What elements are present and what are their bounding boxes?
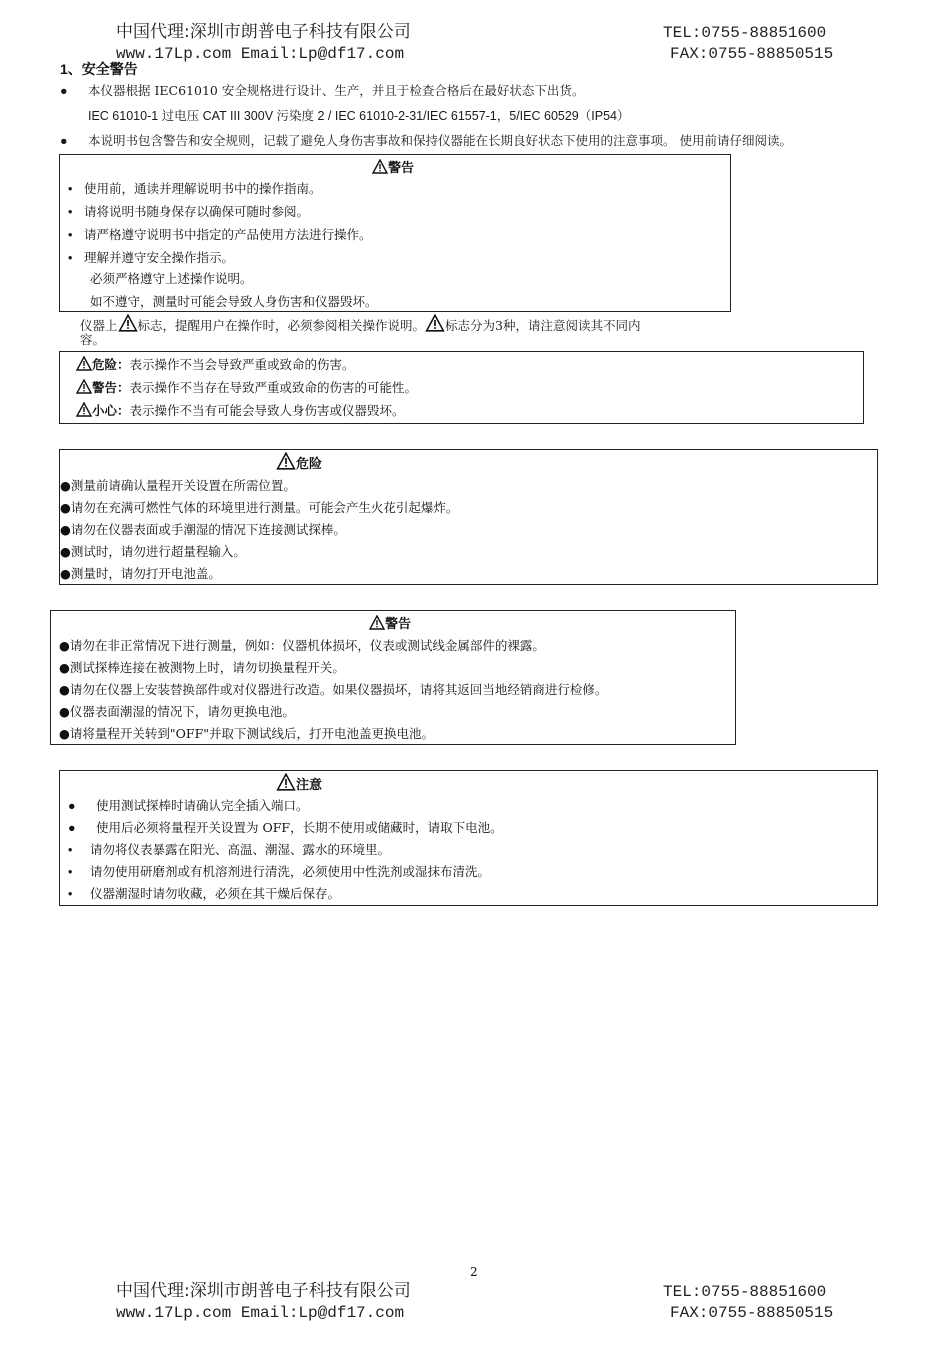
bullet-icon: • <box>68 887 73 901</box>
symbol-note-line-2: 容。 <box>80 332 106 347</box>
header-company: 中国代理:深圳市朗普电子科技有限公司 <box>116 22 411 42</box>
caution-box <box>59 770 878 906</box>
list-item: • 请将说明书随身保存以确保可随时参阅。 <box>68 204 310 219</box>
list-item: ●测试探棒连接在被测物上时，请勿切换量程开关。 <box>59 660 345 675</box>
list-item: ●请勿在非正常情况下进行测量，例如：仪器机体损坏，仪表或测试线金属部件的裸露。 <box>59 638 545 653</box>
footer-fax: FAX:0755-88850515 <box>670 1304 834 1322</box>
list-item: ●测量前请确认量程开关设置在所需位置。 <box>60 478 296 493</box>
list-item: ●请勿在仪器表面或手潮湿的情况下连接测试探棒。 <box>60 522 346 537</box>
warning-box-title: 警告 <box>369 613 411 632</box>
list-item: ●请勿在仪器上安装替换部件或对仪器进行改造。如果仪器损坏，请将其返回当地经销商进行检修。 <box>59 682 608 697</box>
footer-company: 中国代理:深圳市朗普电子科技有限公司 <box>116 1281 411 1301</box>
warning-box-title: 警告 <box>372 157 414 176</box>
intro-line-1: ● 本仪器根据 IEC61010 安全规格进行设计、生产，并且于检查合格后在最好状态下出货。 <box>60 83 585 98</box>
definition-row-caution: 小心：表示操作不当有可能会导致人身伤害或仪器毁坏。 <box>76 402 405 419</box>
bullet-icon: ● <box>68 821 76 835</box>
warning-triangle-icon <box>276 773 296 791</box>
list-item: ●测量时，请勿打开电池盖。 <box>60 566 221 581</box>
warning-triangle-icon <box>76 379 92 394</box>
caution-box-title: 注意 <box>276 773 322 793</box>
header-fax: FAX:0755-88850515 <box>670 45 834 63</box>
page-number: 2 <box>470 1265 478 1279</box>
bullet-icon: • <box>68 865 73 879</box>
list-item: • 请勿将仪表暴露在阳光、高温、潮湿、露水的环境里。 <box>68 842 391 857</box>
warning-box-general <box>59 154 731 312</box>
intro-line-3: ● 本说明书包含警告和安全规则，记载了避免人身伤害事故和保持仪器能在长期良好状态下使用的注意事项。 使用前请仔细阅读。 <box>60 133 792 148</box>
list-item: ●请勿在充满可燃性气体的环境里进行测量。可能会产生火花引起爆炸。 <box>60 500 459 515</box>
header-tel: TEL:0755-88851600 <box>663 24 827 42</box>
warning-triangle-icon <box>372 159 388 174</box>
list-item: ●仪器表面潮湿的情况下，请勿更换电池。 <box>59 704 295 719</box>
bullet-icon: • <box>68 228 73 242</box>
warning-triangle-icon <box>76 402 92 417</box>
footer-tel: TEL:0755-88851600 <box>663 1283 827 1301</box>
bullet-icon: • <box>68 843 73 857</box>
intro-line-2: IEC 61010-1 过电压 CAT III 300V 污染度 2 / IEC 61010-2-31/IEC 61557-1，5/IEC 60529（IP54） <box>88 109 630 123</box>
sub-note: 如不遵守，测量时可能会导致人身伤害和仪器毁坏。 <box>90 294 378 309</box>
bullet-icon: ● <box>60 134 68 148</box>
footer-web: www.17Lp.com Email:Lp@df17.com <box>116 1304 405 1322</box>
bullet-icon: • <box>68 251 73 265</box>
definition-row-danger: 危险：表示操作不当会导致严重或致命的伤害。 <box>76 356 355 373</box>
sub-note: 必须严格遵守上述操作说明。 <box>90 271 253 286</box>
list-item: ● 使用后必须将量程开关设置为 OFF，长期不使用或储藏时，请取下电池。 <box>68 820 503 835</box>
list-item: • 仪器潮湿时请勿收藏，必须在其干燥后保存。 <box>68 886 341 901</box>
bullet-icon: • <box>68 205 73 219</box>
danger-box-title: 危险 <box>276 452 322 472</box>
warning-triangle-icon <box>276 452 296 470</box>
danger-box <box>59 449 878 585</box>
list-item: ●请将量程开关转到"OFF"并取下测试线后，打开电池盖更换电池。 <box>59 726 435 741</box>
symbol-note-line: 仪器上 标志，提醒用户在操作时，必须参阅相关操作说明。 标志分为3种，请注意阅读其不同内 <box>80 314 641 334</box>
warning-triangle-icon <box>76 356 92 371</box>
bullet-icon: ● <box>60 84 68 98</box>
bullet-icon: ● <box>68 799 76 813</box>
bullet-icon: • <box>68 182 73 196</box>
list-item: • 请严格遵守说明书中指定的产品使用方法进行操作。 <box>68 227 372 242</box>
symbol-definitions-box <box>59 351 864 424</box>
warning-triangle-icon <box>369 615 385 630</box>
warning-triangle-icon <box>425 314 445 332</box>
list-item: ● 使用测试探棒时请确认完全插入端口。 <box>68 798 309 813</box>
list-item: • 使用前，通读并理解说明书中的操作指南。 <box>68 181 322 196</box>
warning-triangle-icon <box>118 314 138 332</box>
list-item: ●测试时，请勿进行超量程输入。 <box>60 544 246 559</box>
list-item: • 理解并遵守安全操作指示。 <box>68 250 235 265</box>
section-title: 1、安全警告 <box>60 61 138 77</box>
list-item: • 请勿使用研磨剂或有机溶剂进行清洗，必须使用中性洗剂或湿抹布清洗。 <box>68 864 491 879</box>
header-web: www.17Lp.com Email:Lp@df17.com <box>116 45 405 63</box>
warning-box-operation <box>50 610 736 745</box>
definition-row-warning: 警告：表示操作不当存在导致严重或致命的伤害的可能性。 <box>76 379 417 396</box>
